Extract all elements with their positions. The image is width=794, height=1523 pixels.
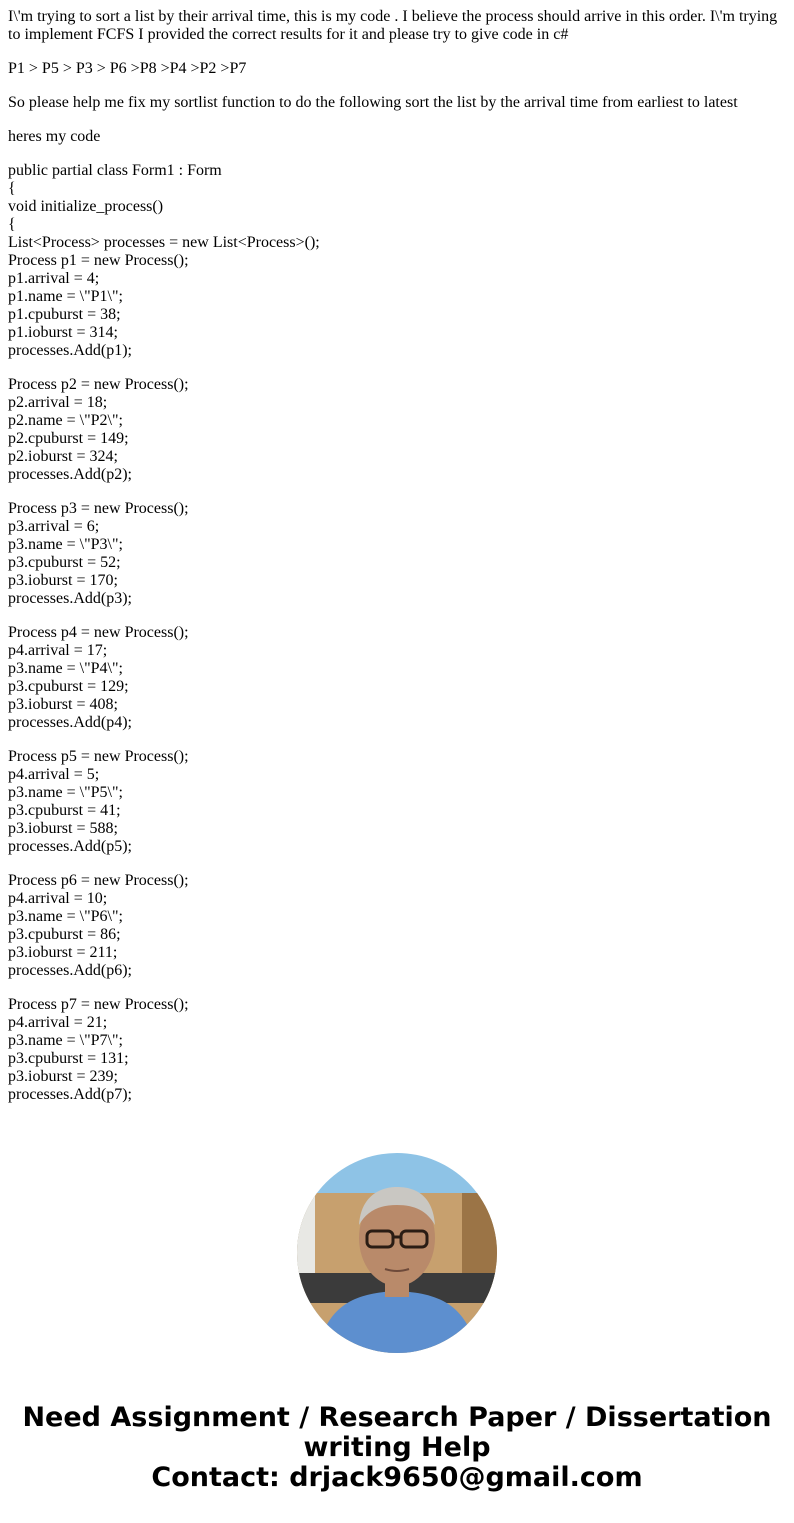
author-portrait-image — [297, 1153, 497, 1353]
promo-line-1: Need Assignment / Research Paper / Dissertation — [22, 1402, 772, 1433]
code-line: p1.cpuburst = 38; — [8, 306, 121, 323]
question-request: So please help me fix my sortlist function to do the following sort the list by the arrival time from earliest to latest — [8, 94, 738, 111]
code-line: p2.cpuburst = 149; — [8, 430, 129, 447]
code-line: p3.cpuburst = 129; — [8, 678, 129, 695]
code-line: p3.name = \"P4\"; — [8, 660, 123, 677]
code-block — [8, 376, 786, 484]
promo-contact: Contact: drjack9650@gmail.com — [151, 1462, 643, 1493]
code-line: p3.cpuburst = 86; — [8, 926, 121, 943]
code-line: p1.ioburst = 314; — [8, 324, 118, 341]
code-line: Process p1 = new Process(); — [8, 252, 189, 269]
code-line: p3.cpuburst = 41; — [8, 802, 121, 819]
code-line: p3.ioburst = 588; — [8, 820, 118, 837]
code-line: Process p5 = new Process(); — [8, 748, 189, 765]
question-intro: I\'m trying to sort a list by their arrival time, this is my code . I believe the process should arrive in this order. I\'m trying to implement FCFS I provided the correct results for it and please try to give code in c# — [8, 8, 782, 43]
code-line: processes.Add(p3); — [8, 590, 132, 607]
code-block — [8, 996, 786, 1104]
code-line: p3.cpuburst = 52; — [8, 554, 121, 571]
code-line: processes.Add(p7); — [8, 1086, 132, 1103]
code-block — [8, 162, 786, 360]
code-line: p3.ioburst = 408; — [8, 696, 118, 713]
code-line: processes.Add(p2); — [8, 466, 132, 483]
code-line: p4.arrival = 10; — [8, 890, 108, 907]
code-line: p2.arrival = 18; — [8, 394, 108, 411]
code-line: p4.arrival = 17; — [8, 642, 108, 659]
code-line: p3.name = \"P3\"; — [8, 536, 123, 553]
code-block — [8, 624, 786, 732]
code-line: p3.arrival = 6; — [8, 518, 100, 535]
code-line: Process p7 = new Process(); — [8, 996, 189, 1013]
expected-order: P1 > P5 > P3 > P6 >P8 >P4 >P2 >P7 — [8, 60, 247, 77]
code-line: p3.name = \"P5\"; — [8, 784, 123, 801]
code-line: Process p4 = new Process(); — [8, 624, 189, 641]
code-line: p3.ioburst = 211; — [8, 944, 118, 961]
code-line: p4.arrival = 21; — [8, 1014, 108, 1031]
code-block — [8, 872, 786, 980]
promo-banner — [0, 1403, 794, 1493]
code-line: p2.name = \"P2\"; — [8, 412, 123, 429]
code-line: { — [8, 216, 16, 233]
code-line: p3.name = \"P7\"; — [8, 1032, 123, 1049]
code-intro: heres my code — [8, 128, 101, 145]
code-line: p3.ioburst = 170; — [8, 572, 118, 589]
code-line: Process p2 = new Process(); — [8, 376, 189, 393]
code-block — [8, 500, 786, 608]
code-block — [8, 748, 786, 856]
code-line: processes.Add(p5); — [8, 838, 132, 855]
code-line: { — [8, 180, 16, 197]
code-line: p3.ioburst = 239; — [8, 1068, 118, 1085]
code-line: void initialize_process() — [8, 198, 164, 215]
promo-line-2: writing Help — [303, 1432, 491, 1463]
code-line: p1.arrival = 4; — [8, 270, 100, 287]
code-line: processes.Add(p6); — [8, 962, 132, 979]
code-line: List<Process> processes = new List<Process>(); — [8, 234, 320, 251]
code-line: processes.Add(p4); — [8, 714, 132, 731]
code-line: p3.name = \"P6\"; — [8, 908, 123, 925]
code-line: public partial class Form1 : Form — [8, 162, 222, 179]
code-listing — [8, 162, 786, 1104]
code-line: p1.name = \"P1\"; — [8, 288, 123, 305]
code-line: p3.cpuburst = 131; — [8, 1050, 129, 1067]
question-content — [8, 8, 786, 1124]
code-line: p2.ioburst = 324; — [8, 448, 118, 465]
author-avatar — [297, 1153, 497, 1353]
code-line: processes.Add(p1); — [8, 342, 132, 359]
code-line: p4.arrival = 5; — [8, 766, 100, 783]
code-line: Process p6 = new Process(); — [8, 872, 189, 889]
code-line: Process p3 = new Process(); — [8, 500, 189, 517]
